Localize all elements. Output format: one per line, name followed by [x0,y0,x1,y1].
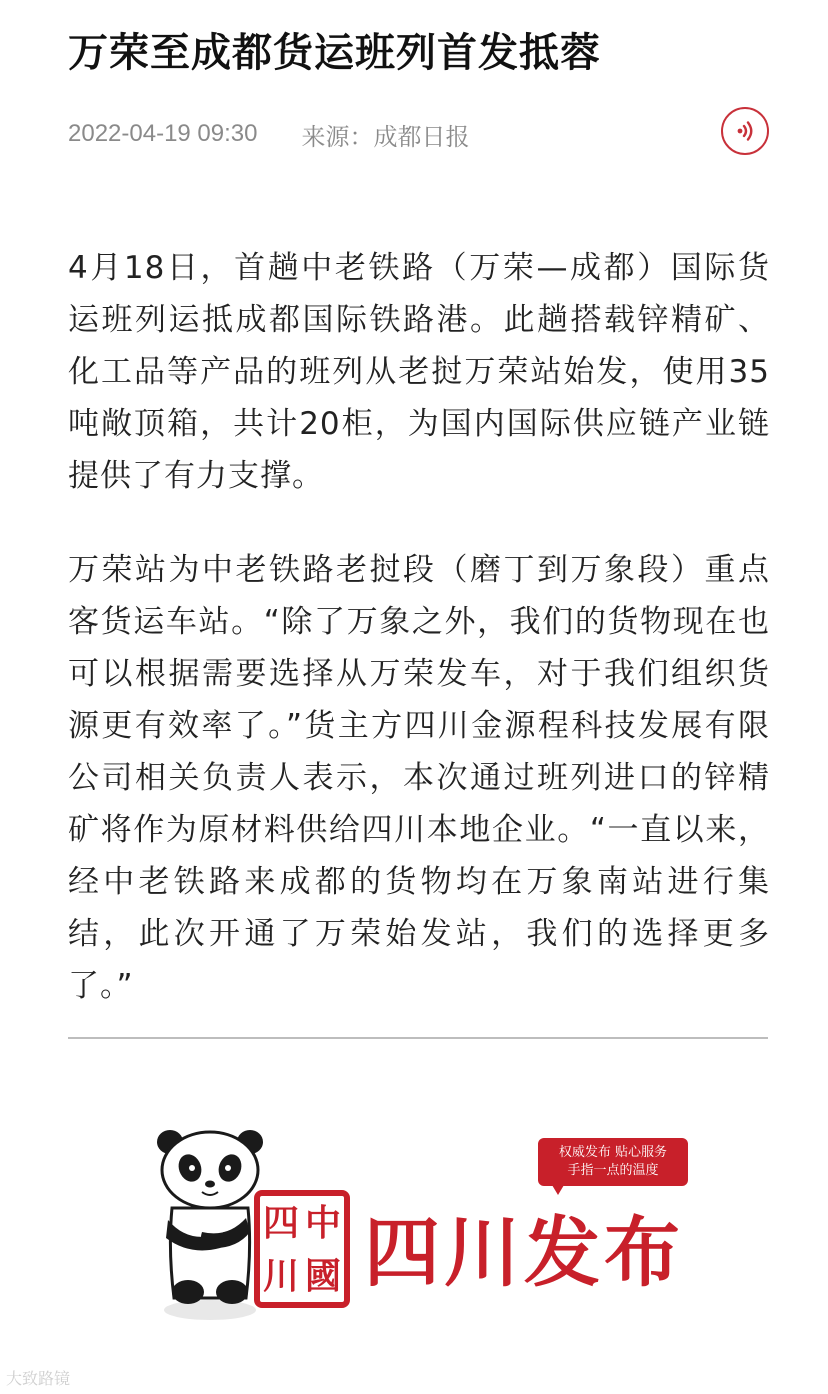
section-divider [68,1037,768,1039]
watermark [6,1366,70,1389]
watermark-text: 大致路镜 [6,1369,71,1388]
seal-char: 國 [304,1254,341,1297]
seal-char: 四 [262,1201,299,1244]
brand-name: 四川发布 [364,1208,684,1297]
slogan-line: 权威发布 贴心服务 [558,1145,668,1160]
article-source: 来源：成都日报 [301,123,470,151]
panda-mascot-icon [150,1120,270,1330]
article-paragraph: 万荣站为中老铁路老挝段（磨丁到万象段）重点客货运车站。“除了万象之外，我们的货物现在也可以根据需要选择从万荣发车，对于我们组织货源更有效率了。”货主方四川金源程科技发展有限公司相关负责人表示，本次通过班列进口的锌精矿将作为原材料供给四川本地企业。“一直以来，经中老铁路来成都的货物均在万象南站进行集结，此次开通了万荣始发站，我们的选择更多了。” [68,552,770,1004]
seal-char: 川 [262,1254,299,1297]
article-title: 万荣至成都货运班列首发抵蓉 [68,30,601,76]
article-meta [68,116,768,152]
seal-char: 中 [304,1201,341,1244]
article-paragraph: 4月18日，首趟中老铁路（万荣—成都）国际货运班列运抵成都国际铁路港。此趟搭载锌精矿、化工品等产品的班列从老挝万荣站始发，使用35吨敞顶箱，共计20柜，为国内国际供应链产业链提供了有力支撑。 [68,250,770,494]
audio-play-button[interactable] [721,107,769,155]
publish-date: 2022-04-19 09:30 [68,120,258,147]
seal-stamp [254,1190,350,1308]
sichuan-release-logo [150,1120,690,1330]
article-body [68,242,770,1012]
slogan-bubble [538,1138,688,1186]
audio-play-icon [732,118,758,144]
slogan-line: 手指一点的温度 [567,1163,659,1178]
